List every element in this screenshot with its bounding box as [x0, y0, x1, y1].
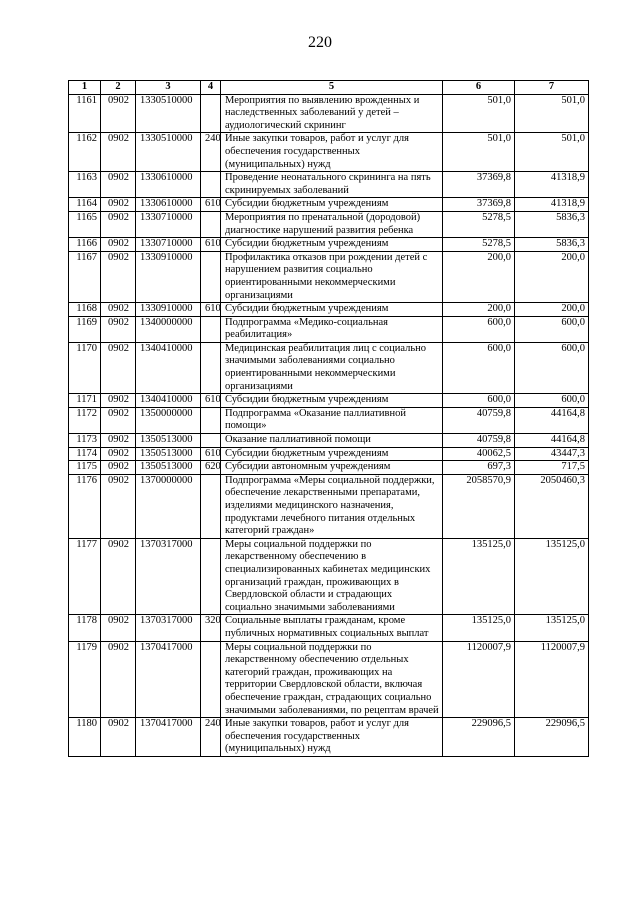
- amount-col7: 41318,9: [515, 198, 589, 212]
- row-number: 1173: [69, 434, 101, 448]
- amount-col6: 600,0: [443, 316, 515, 342]
- expense-type: 610: [201, 198, 221, 212]
- item-name: Субсидии бюджетным учреждениям: [221, 303, 443, 317]
- item-name: Субсидии бюджетным учреждениям: [221, 447, 443, 461]
- target-code: 1350513000: [136, 434, 201, 448]
- section-code: 0902: [101, 641, 136, 718]
- amount-col7: 229096,5: [515, 718, 589, 757]
- amount-col7: 717,5: [515, 461, 589, 475]
- expense-type: 610: [201, 303, 221, 317]
- item-name: Медицинская реабилитация лиц с социально значимыми заболеваниями социально ориентированными некоммерческими организациями: [221, 342, 443, 393]
- target-code: 1330510000: [136, 94, 201, 133]
- table-row: [69, 238, 589, 252]
- target-code: 1350000000: [136, 407, 201, 433]
- section-code: 0902: [101, 615, 136, 641]
- amount-col7: 135125,0: [515, 538, 589, 615]
- expense-type: 240: [201, 133, 221, 172]
- expense-type: [201, 211, 221, 237]
- amount-col6: 200,0: [443, 303, 515, 317]
- item-name: Подпрограмма «Оказание паллиативной помощи»: [221, 407, 443, 433]
- amount-col6: 40759,8: [443, 434, 515, 448]
- amount-col6: 135125,0: [443, 615, 515, 641]
- item-name: Подпрограмма «Медико-социальная реабилитация»: [221, 316, 443, 342]
- row-number: 1175: [69, 461, 101, 475]
- header-row: [69, 81, 589, 95]
- row-number: 1174: [69, 447, 101, 461]
- target-code: 1340410000: [136, 394, 201, 408]
- expense-type: [201, 641, 221, 718]
- table-row: [69, 198, 589, 212]
- amount-col6: 501,0: [443, 133, 515, 172]
- amount-col7: 600,0: [515, 316, 589, 342]
- target-code: 1370317000: [136, 615, 201, 641]
- expense-type: [201, 407, 221, 433]
- table-row: [69, 342, 589, 393]
- target-code: 1330510000: [136, 133, 201, 172]
- header-cell: 7: [515, 81, 589, 95]
- amount-col6: 697,3: [443, 461, 515, 475]
- table-row: [69, 407, 589, 433]
- expense-type: 610: [201, 238, 221, 252]
- amount-col7: 1120007,9: [515, 641, 589, 718]
- expense-type: 320: [201, 615, 221, 641]
- row-number: 1165: [69, 211, 101, 237]
- target-code: 1350513000: [136, 461, 201, 475]
- item-name: Иные закупки товаров, работ и услуг для обеспечения государственных (муниципальных) нужд: [221, 718, 443, 757]
- section-code: 0902: [101, 461, 136, 475]
- row-number: 1164: [69, 198, 101, 212]
- amount-col7: 44164,8: [515, 407, 589, 433]
- section-code: 0902: [101, 303, 136, 317]
- section-code: 0902: [101, 94, 136, 133]
- section-code: 0902: [101, 718, 136, 757]
- section-code: 0902: [101, 434, 136, 448]
- table-row: [69, 447, 589, 461]
- item-name: Оказание паллиативной помощи: [221, 434, 443, 448]
- amount-col6: 200,0: [443, 251, 515, 302]
- header-cell: 5: [221, 81, 443, 95]
- table-row: [69, 461, 589, 475]
- amount-col7: 41318,9: [515, 172, 589, 198]
- expense-type: 620: [201, 461, 221, 475]
- amount-col7: 44164,8: [515, 434, 589, 448]
- item-name: Проведение неонатального скрининга на пять скринируемых заболеваний: [221, 172, 443, 198]
- expense-type: [201, 316, 221, 342]
- section-code: 0902: [101, 211, 136, 237]
- expense-type: [201, 94, 221, 133]
- amount-col6: 40759,8: [443, 407, 515, 433]
- target-code: 1340000000: [136, 316, 201, 342]
- item-name: Субсидии автономным учреждениям: [221, 461, 443, 475]
- amount-col7: 135125,0: [515, 615, 589, 641]
- row-number: 1167: [69, 251, 101, 302]
- item-name: Мероприятия по выявлению врожденных и наследственных заболеваний у детей – аудиологический скрининг: [221, 94, 443, 133]
- row-number: 1172: [69, 407, 101, 433]
- amount-col6: 5278,5: [443, 211, 515, 237]
- target-code: 1370417000: [136, 718, 201, 757]
- section-code: 0902: [101, 172, 136, 198]
- row-number: 1168: [69, 303, 101, 317]
- amount-col7: 5836,3: [515, 211, 589, 237]
- row-number: 1169: [69, 316, 101, 342]
- expense-type: 240: [201, 718, 221, 757]
- section-code: 0902: [101, 251, 136, 302]
- amount-col7: 600,0: [515, 394, 589, 408]
- amount-col6: 501,0: [443, 94, 515, 133]
- amount-col6: 229096,5: [443, 718, 515, 757]
- table-row: [69, 94, 589, 133]
- target-code: 1330610000: [136, 198, 201, 212]
- item-name: Социальные выплаты гражданам, кроме публичных нормативных социальных выплат: [221, 615, 443, 641]
- amount-col6: 40062,5: [443, 447, 515, 461]
- section-code: 0902: [101, 447, 136, 461]
- table-row: [69, 303, 589, 317]
- item-name: Иные закупки товаров, работ и услуг для обеспечения государственных (муниципальных) нужд: [221, 133, 443, 172]
- row-number: 1161: [69, 94, 101, 133]
- table-row: [69, 172, 589, 198]
- target-code: 1330910000: [136, 303, 201, 317]
- row-number: 1176: [69, 474, 101, 538]
- section-code: 0902: [101, 538, 136, 615]
- item-name: Меры социальной поддержки по лекарственному обеспечению в специализированных кабинетах медицинских организаций граждан, проживающих в Свердловской области и страдающих социально значимыми заболеваниями: [221, 538, 443, 615]
- expense-type: 610: [201, 394, 221, 408]
- row-number: 1162: [69, 133, 101, 172]
- target-code: 1340410000: [136, 342, 201, 393]
- header-cell: 2: [101, 81, 136, 95]
- section-code: 0902: [101, 474, 136, 538]
- page-number: 220: [308, 34, 332, 51]
- target-code: 1330610000: [136, 172, 201, 198]
- amount-col6: 2058570,9: [443, 474, 515, 538]
- table-row: [69, 615, 589, 641]
- item-name: Подпрограмма «Меры социальной поддержки, обеспечение лекарственными препаратами, изделиями медицинского назначения, продуктами лечебного питания отдельных категорий граждан»: [221, 474, 443, 538]
- row-number: 1178: [69, 615, 101, 641]
- section-code: 0902: [101, 316, 136, 342]
- amount-col6: 1120007,9: [443, 641, 515, 718]
- table-row: [69, 718, 589, 757]
- expense-type: [201, 172, 221, 198]
- table-row: [69, 211, 589, 237]
- amount-col6: 600,0: [443, 394, 515, 408]
- expense-type: [201, 342, 221, 393]
- amount-col7: 200,0: [515, 303, 589, 317]
- expense-type: [201, 251, 221, 302]
- amount-col7: 600,0: [515, 342, 589, 393]
- item-name: Профилактика отказов при рождении детей с нарушением развития социально ориентированными некоммерческими организациями: [221, 251, 443, 302]
- header-cell: 4: [201, 81, 221, 95]
- row-number: 1180: [69, 718, 101, 757]
- table-row: [69, 394, 589, 408]
- header-cell: 3: [136, 81, 201, 95]
- header-cell: 6: [443, 81, 515, 95]
- section-code: 0902: [101, 342, 136, 393]
- target-code: 1370417000: [136, 641, 201, 718]
- amount-col6: 37369,8: [443, 172, 515, 198]
- table-row: [69, 641, 589, 718]
- section-code: 0902: [101, 238, 136, 252]
- amount-col6: 135125,0: [443, 538, 515, 615]
- row-number: 1171: [69, 394, 101, 408]
- table-row: [69, 538, 589, 615]
- item-name: Субсидии бюджетным учреждениям: [221, 238, 443, 252]
- target-code: 1370000000: [136, 474, 201, 538]
- amount-col7: 5836,3: [515, 238, 589, 252]
- expense-type: 610: [201, 447, 221, 461]
- item-name: Мероприятия по пренатальной (дородовой) диагностике нарушений развития ребенка: [221, 211, 443, 237]
- table-row: [69, 434, 589, 448]
- item-name: Субсидии бюджетным учреждениям: [221, 394, 443, 408]
- section-code: 0902: [101, 133, 136, 172]
- header-cell: 1: [69, 81, 101, 95]
- amount-col7: 43447,3: [515, 447, 589, 461]
- target-code: 1370317000: [136, 538, 201, 615]
- item-name: Меры социальной поддержки по лекарственному обеспечению отдельных категорий граждан, проживающих на территории Свердловской области, включая обеспечение граждан, страдающих социально значимыми заболеваниями, по рецептам врачей: [221, 641, 443, 718]
- row-number: 1166: [69, 238, 101, 252]
- table-row: [69, 251, 589, 302]
- amount-col6: 5278,5: [443, 238, 515, 252]
- target-code: 1330910000: [136, 251, 201, 302]
- expense-type: [201, 538, 221, 615]
- amount-col6: 37369,8: [443, 198, 515, 212]
- item-name: Субсидии бюджетным учреждениям: [221, 198, 443, 212]
- table-row: [69, 474, 589, 538]
- amount-col6: 600,0: [443, 342, 515, 393]
- row-number: 1179: [69, 641, 101, 718]
- amount-col7: 501,0: [515, 94, 589, 133]
- table-row: [69, 133, 589, 172]
- amount-col7: 501,0: [515, 133, 589, 172]
- section-code: 0902: [101, 407, 136, 433]
- amount-col7: 200,0: [515, 251, 589, 302]
- target-code: 1330710000: [136, 238, 201, 252]
- budget-table: [68, 80, 589, 757]
- expense-type: [201, 474, 221, 538]
- section-code: 0902: [101, 394, 136, 408]
- amount-col7: 2050460,3: [515, 474, 589, 538]
- expense-type: [201, 434, 221, 448]
- target-code: 1330710000: [136, 211, 201, 237]
- row-number: 1170: [69, 342, 101, 393]
- row-number: 1177: [69, 538, 101, 615]
- table-row: [69, 316, 589, 342]
- target-code: 1350513000: [136, 447, 201, 461]
- row-number: 1163: [69, 172, 101, 198]
- section-code: 0902: [101, 198, 136, 212]
